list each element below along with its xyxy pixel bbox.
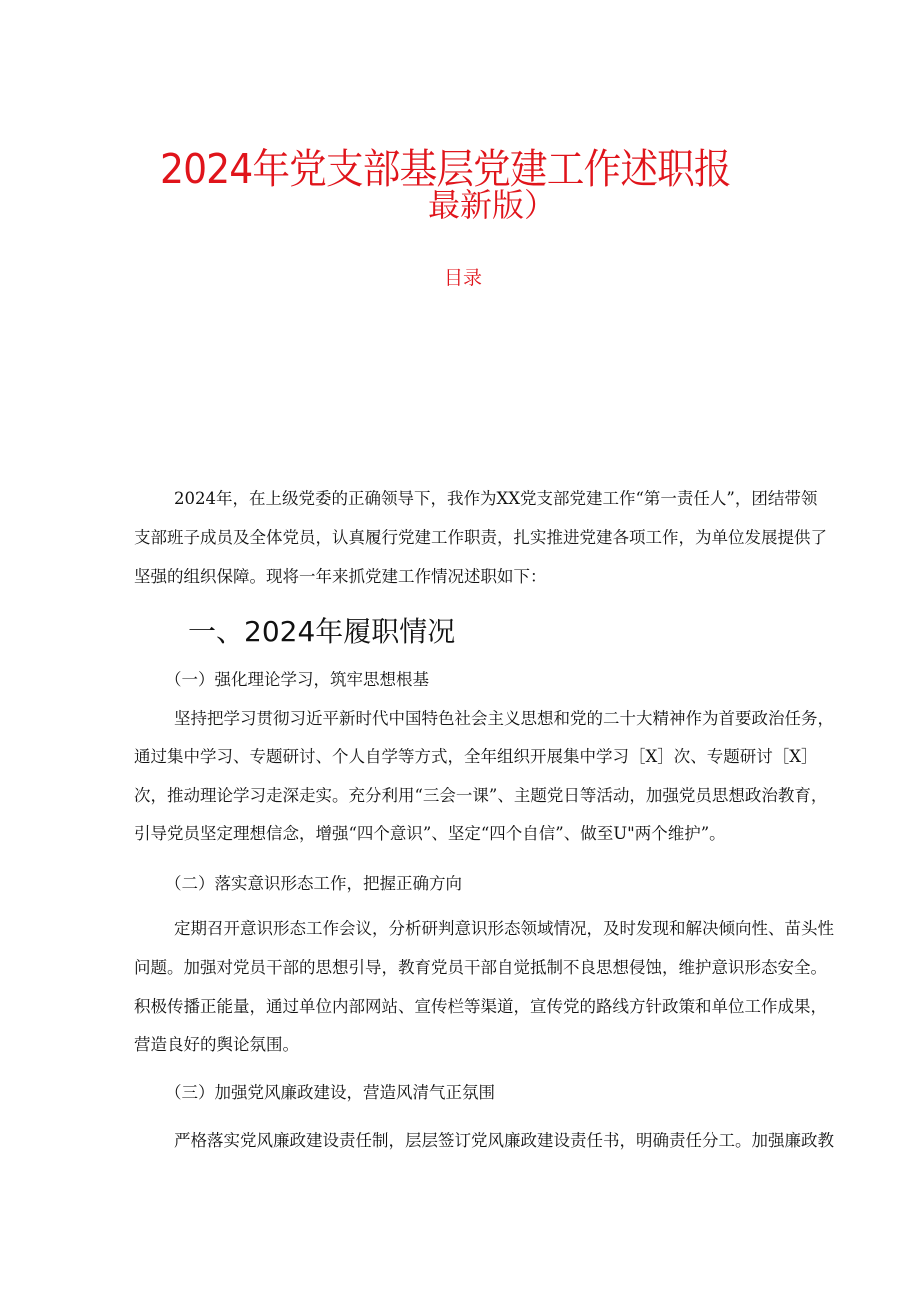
toc-label: 目录 <box>444 267 483 289</box>
subsection-heading: （二）落实意识形态工作，把握正确方向 <box>165 874 462 893</box>
paragraph-line: 营造良好的舆论氛围。 <box>134 1035 299 1054</box>
document-title: 2024年党支部基层党建工作述职报 <box>160 145 731 193</box>
intro-line: 2024年，在上级党委的正确领导下，我作为XX党支部党建工作“第一责任人”，团结带领 <box>174 489 818 508</box>
document-subtitle: 最新版） <box>428 186 557 224</box>
subsection-heading: （三）加强党风廉政建设，营造风清气正氛围 <box>165 1083 495 1102</box>
paragraph-line: 坚持把学习贯彻习近平新时代中国特色社会主义思想和党的二十大精神作为首要政治任务， <box>174 709 834 728</box>
intro-line: 支部班子成员及全体党员，认真履行党建工作职责，扎实推进党建各项工作，为单位发展提供了 <box>134 528 827 547</box>
paragraph-line: 次，推动理论学习走深走实。充分利用“三会一课”、主题党日等活动，加强党员思想政治教育， <box>134 786 828 805</box>
subsection-heading: （一）强化理论学习，筑牢思想根基 <box>165 670 429 689</box>
paragraph-line: 严格落实党风廉政建设责任制，层层签订党风廉政建设责任书，明确责任分工。加强廉政教 <box>174 1131 834 1150</box>
paragraph-line: 通过集中学习、专题研讨、个人自学等方式，全年组织开展集中学习［X］次、专题研讨［X］ <box>134 747 818 766</box>
paragraph-line: 定期召开意识形态工作会议，分析研判意识形态领域情况，及时发现和解决倾向性、苗头性 <box>174 919 834 938</box>
intro-line: 坚强的组织保障。现将一年来抓党建工作情况述职如下： <box>134 567 547 586</box>
paragraph-line: 问题。加强对党员干部的思想引导，教育党员干部自觉抵制不良思想侵蚀，维护意识形态安全。 <box>134 958 827 977</box>
section-heading: 一、2024年履职情况 <box>188 615 456 648</box>
paragraph-line: 积极传播正能量，通过单位内部网站、宣传栏等渠道，宣传党的路线方针政策和单位工作成果， <box>134 997 827 1016</box>
paragraph-line: 引导党员坚定理想信念，增强“四个意识”、坚定“四个自信”、做至U"两个维护”。 <box>134 824 726 843</box>
